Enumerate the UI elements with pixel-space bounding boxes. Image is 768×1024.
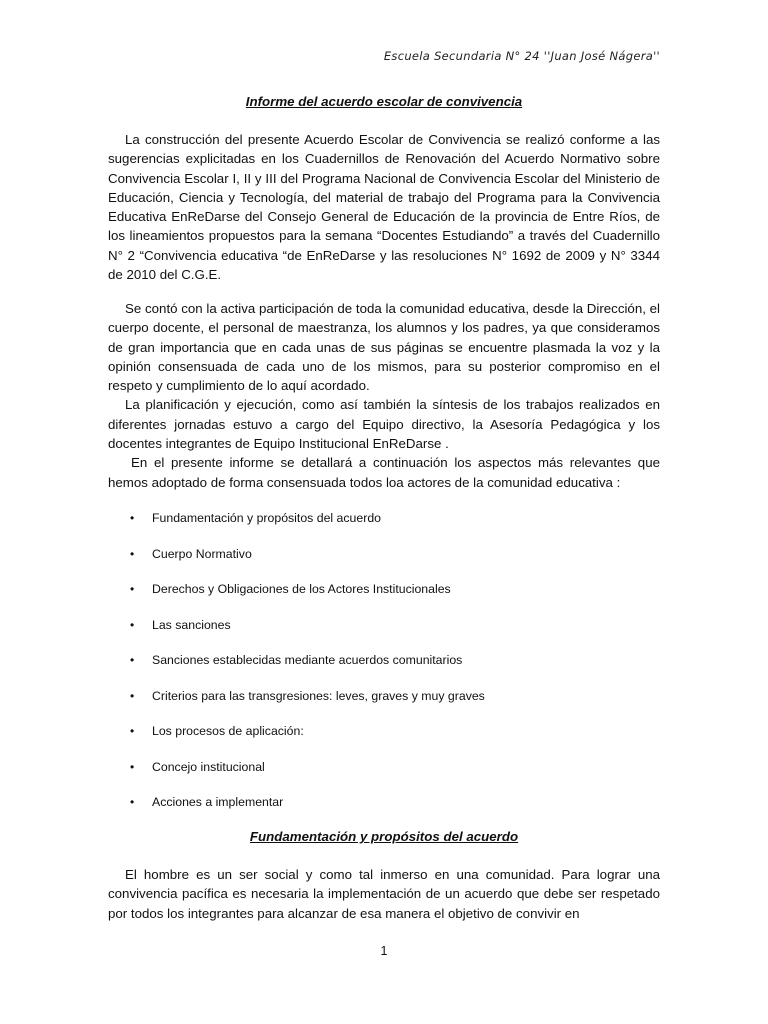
list-item-text: Acciones a implementar [152,795,284,809]
list-item-text: Criterios para las transgresiones: leves, graves y muy graves [152,688,485,703]
list-item-text: Sanciones establecidas mediante acuerdos comunitarios [152,653,463,667]
list-item [108,579,660,615]
list-item [108,721,660,757]
bullet-icon: • [130,511,135,525]
section-paragraph: El hombre es un ser social y como tal inmerso en una comunidad. Para lograr una convivencia pacífica es necesaria la implementación de un acuerdo que debe ser respetado por todos los integrantes para alcanzar de esa manera el objetivo de convivir en [108,867,660,921]
list-item [108,544,660,580]
bullet-icon: • [130,617,135,632]
list-item [108,615,660,651]
bullet-icon: • [130,582,135,596]
intro-paragraph-1-block [108,130,660,284]
bullet-icon: • [130,724,135,738]
document-title: Informe del acuerdo escolar de convivencia [245,94,523,109]
list-item-text: Cuerpo Normativo [152,546,252,561]
section-paragraph-block [108,865,660,923]
bullet-icon: • [130,688,135,703]
school-header: Escuela Secundaria N° 24 ''Juan José Nágera'' [383,49,660,63]
intro-paragraphs-block [108,299,660,492]
section-title: Fundamentación y propósitos del acuerdo [249,829,519,844]
bullet-icon: • [130,653,135,667]
intro-paragraph-2: Se contó con la activa participación de toda la comunidad educativa, desde la Dirección, el cuerpo docente, el personal de maestranza, los alumnos y los padres, ya que consideramos de gran importancia que en cada unas de sus páginas se encuentre plasmada la voz y la opinión consensuada de cada uno de los mismos, para su posterior compromiso en el respeto y cumplimiento de lo aquí acordado. [108,301,660,394]
list-item-text: Los procesos de aplicación: [152,724,304,738]
intro-paragraph-3: La planificación y ejecución, como así también la síntesis de los trabajos realizados en diferentes jornadas estuvo a cargo del Equipo directivo, la Asesoría Pedagógica y los docentes integrantes de Equipo Institucional EnReDarse . [108,397,660,452]
intro-paragraph-4: En el presente informe se detallará a continuación los aspectos más relevantes que hemos adoptado de forma consensuada todos loa actores de la comunidad educativa : [108,455,660,490]
bullet-icon: • [130,546,135,561]
list-item [108,757,660,793]
bullet-icon: • [130,759,135,774]
list-item [108,686,660,722]
page-number: 1 [380,944,388,958]
contents-list [108,508,660,828]
list-item-text: Fundamentación y propósitos del acuerdo [152,511,381,525]
bullet-icon: • [130,795,135,809]
list-item [108,792,660,828]
list-item-text: Concejo institucional [152,759,265,774]
list-item [108,650,660,686]
intro-paragraph-1: La construcción del presente Acuerdo Escolar de Convivencia se realizó conforme a las sugerencias explicitadas en los Cuadernillos de Renovación del Acuerdo Normativo sobre Convivencia Escolar I, II y III del Programa Nacional de Convivencia Escolar del Ministerio de Educación, Ciencia y Tecnología, del material de trabajo del Programa para la Convivencia Educativa EnReDarse del Consejo General de Educación de la provincia de Entre Ríos, de los lineamientos propuestos para la semana “Docentes Estudiando” a través del Cuadernillo N° 2 “Convivencia educativa “de EnReDarse y las resoluciones N° 1692 de 2009 y N° 3344 de 2010 del C.G.E. [108,132,660,283]
list-item-text: Derechos y Obligaciones de los Actores Institucionales [152,582,451,596]
list-item [108,508,660,544]
list-item-text: Las sanciones [152,617,231,632]
